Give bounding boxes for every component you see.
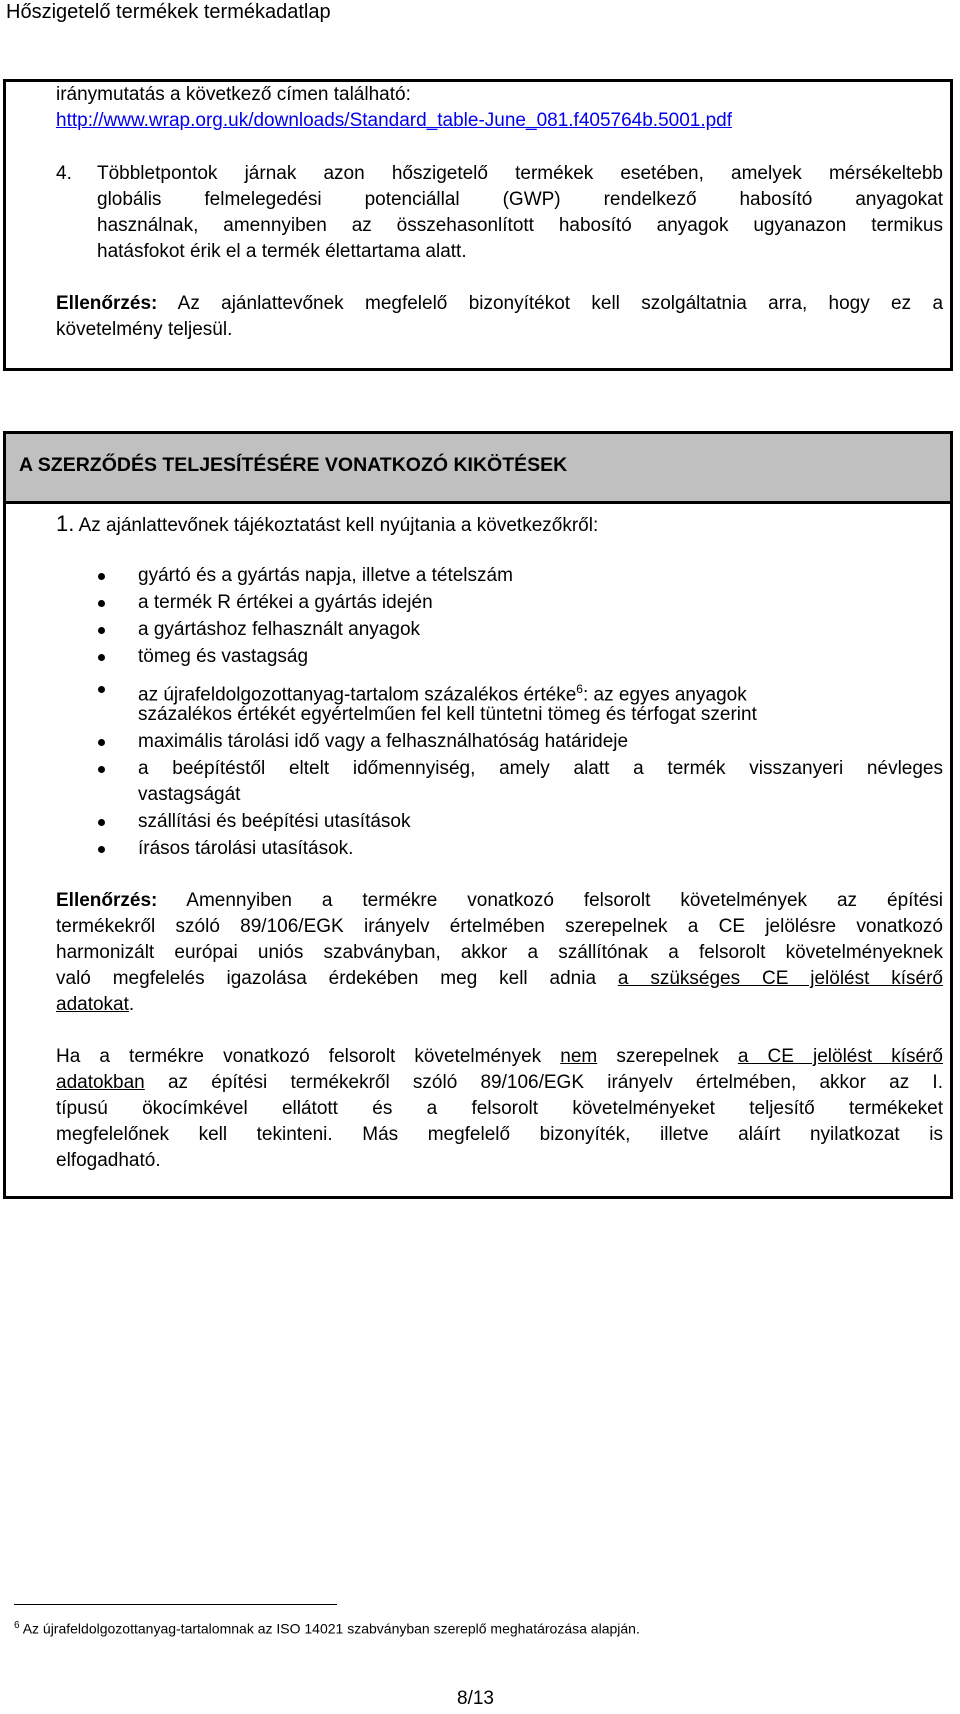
item-4-line-4: hatásfokot érik el a termék élettartama alatt. xyxy=(97,241,467,262)
item-4-line-3: használnak, amennyiben az összehasonlított habosító anyagok ugyanazon termikus xyxy=(97,215,943,236)
footnote-marker: 6 xyxy=(14,1620,20,1631)
verification-paragraph-1 xyxy=(56,291,943,317)
bullet-item-7-cont: vastagságát xyxy=(138,784,241,805)
item-4-line-1: Többletpontok járnak azon hőszigetelő termékek esetében, amelyek mérsékeltebb xyxy=(97,163,943,184)
bullet-dot xyxy=(98,739,105,746)
verification-label: Ellenőrzés: xyxy=(56,293,158,314)
footnote-divider xyxy=(14,1604,337,1605)
para-2-ce-data: adatokban xyxy=(56,1072,145,1093)
paragraph-2-line-3: típusú ökocímkével ellátott és a felsorolt követelményeket teljesítő termékeket xyxy=(56,1098,943,1119)
bullet-dot xyxy=(98,573,105,580)
bullet-item-6: maximális tárolási idő vagy a felhasználhatóság határideje xyxy=(138,731,629,752)
recycled-content-label: az újrafeldolgozottanyag-tartalom százalékos értéke xyxy=(138,684,577,706)
reference-link[interactable]: http://www.wrap.org.uk/downloads/Standard_table-June_081.f405764b.5001.pdf xyxy=(56,110,733,131)
verification-2-line-5 xyxy=(56,992,134,1018)
footnote xyxy=(14,1614,640,1641)
section-heading-bar xyxy=(6,434,950,504)
verification-text-line-2: követelmény teljesül. xyxy=(56,319,233,340)
verification-2-line-2: termékekről szóló 89/106/EGK irányelv értelmében szerepelnek a CE jelölésre vonatkozó xyxy=(56,916,943,937)
verification-text: Az ajánlattevőnek megfelelő bizonyítékot kell szolgáltatnia arra, hogy ez a xyxy=(177,293,944,314)
paragraph-2-line-1 xyxy=(56,1044,943,1070)
paragraph-2-line-4: megfelelőnek kell tekinteni. Más megfelelő bizonyíték, illetve aláírt nyilatkozat is xyxy=(56,1124,943,1145)
bullet-item-8: szállítási és beépítési utasítások xyxy=(138,811,411,832)
period: . xyxy=(128,994,135,1015)
clause-number: 1. xyxy=(56,511,75,536)
clause-1 xyxy=(56,511,598,539)
bullet-dot xyxy=(98,846,105,853)
document-header-title: Hőszigetelő termékek termékadatlap xyxy=(6,1,331,23)
verification-2-line-4 xyxy=(56,966,943,992)
bullet-dot xyxy=(98,819,105,826)
paragraph-2-line-2 xyxy=(56,1070,943,1096)
bullet-dot xyxy=(98,627,105,634)
bullet-item-3: a gyártáshoz felhasznált anyagok xyxy=(138,619,421,640)
verification-2-line-4-text: való megfelelés igazolása érdekében meg kell adnia xyxy=(56,968,597,989)
para-2-ce-reference: a CE jelölést kísérő xyxy=(737,1046,943,1067)
verification-label: Ellenőrzés: xyxy=(56,890,158,911)
para-2-text-a: Ha a termékre vonatkozó felsorolt követelmények xyxy=(56,1046,542,1067)
bullet-item-9: írásos tárolási utasítások. xyxy=(138,838,354,859)
intro-text: iránymutatás a következő címen található: xyxy=(56,84,411,105)
bullet-item-5-cont: százalékos értékét egyértelműen fel kell tüntetni tömeg és térfogat szerint xyxy=(138,704,757,725)
page-number: 8/13 xyxy=(457,1688,494,1709)
footnote-ref[interactable]: 6 xyxy=(576,682,583,696)
paragraph-2-line-5: elfogadható. xyxy=(56,1150,161,1171)
ce-marking-reference: a szükséges CE jelölést kísérő xyxy=(617,968,943,989)
bullet-dot xyxy=(98,766,105,773)
ce-data-reference: adatokat xyxy=(56,994,129,1015)
bullet-item-4: tömeg és vastagság xyxy=(138,646,309,667)
verification-2-line-1: Amennyiben a termékre vonatkozó felsorolt követelmények az építési xyxy=(186,890,943,911)
para-2-directive-text: az építési termékekről szóló 89/106/EGK irányelv értelmében, akkor az I. xyxy=(167,1072,943,1093)
item-4-line-2: globális felmelegedési potenciállal (GWP) rendelkező habosító anyagokat xyxy=(97,189,943,210)
bullet-item-2: a termék R értékei a gyártás idején xyxy=(138,592,433,613)
footnote-text: Az újrafeldolgozottanyag-tartalomnak az ISO 14021 szabványban szereplő meghatározása alapján. xyxy=(22,1620,640,1637)
para-2-nem: nem xyxy=(560,1046,598,1067)
bullet-dot xyxy=(98,600,105,607)
verification-paragraph-2 xyxy=(56,888,943,914)
bullet-item-7: a beépítéstől eltelt időmennyiség, amely alatt a termék visszanyeri névleges xyxy=(138,758,943,779)
verification-2-line-3: harmonizált európai uniós szabványban, akkor a szállítónak a felsorolt követelményeknek xyxy=(56,942,943,963)
clause-1-text: Az ajánlattevőnek tájékoztatást kell nyújtania a következőkről: xyxy=(78,515,599,536)
bullet-dot xyxy=(98,686,105,693)
para-2-text-b: szerepelnek xyxy=(616,1046,719,1067)
section-heading: A SZERZŐDÉS TELJESÍTÉSÉRE VONATKOZÓ KIKÖTÉSEK xyxy=(19,454,568,476)
bullet-dot xyxy=(98,654,105,661)
bullet-item-1: gyártó és a gyártás napja, illetve a tételszám xyxy=(138,565,513,586)
bullet-5-tail: : az egyes anyagok xyxy=(582,684,747,706)
item-number-4: 4. xyxy=(56,163,72,184)
